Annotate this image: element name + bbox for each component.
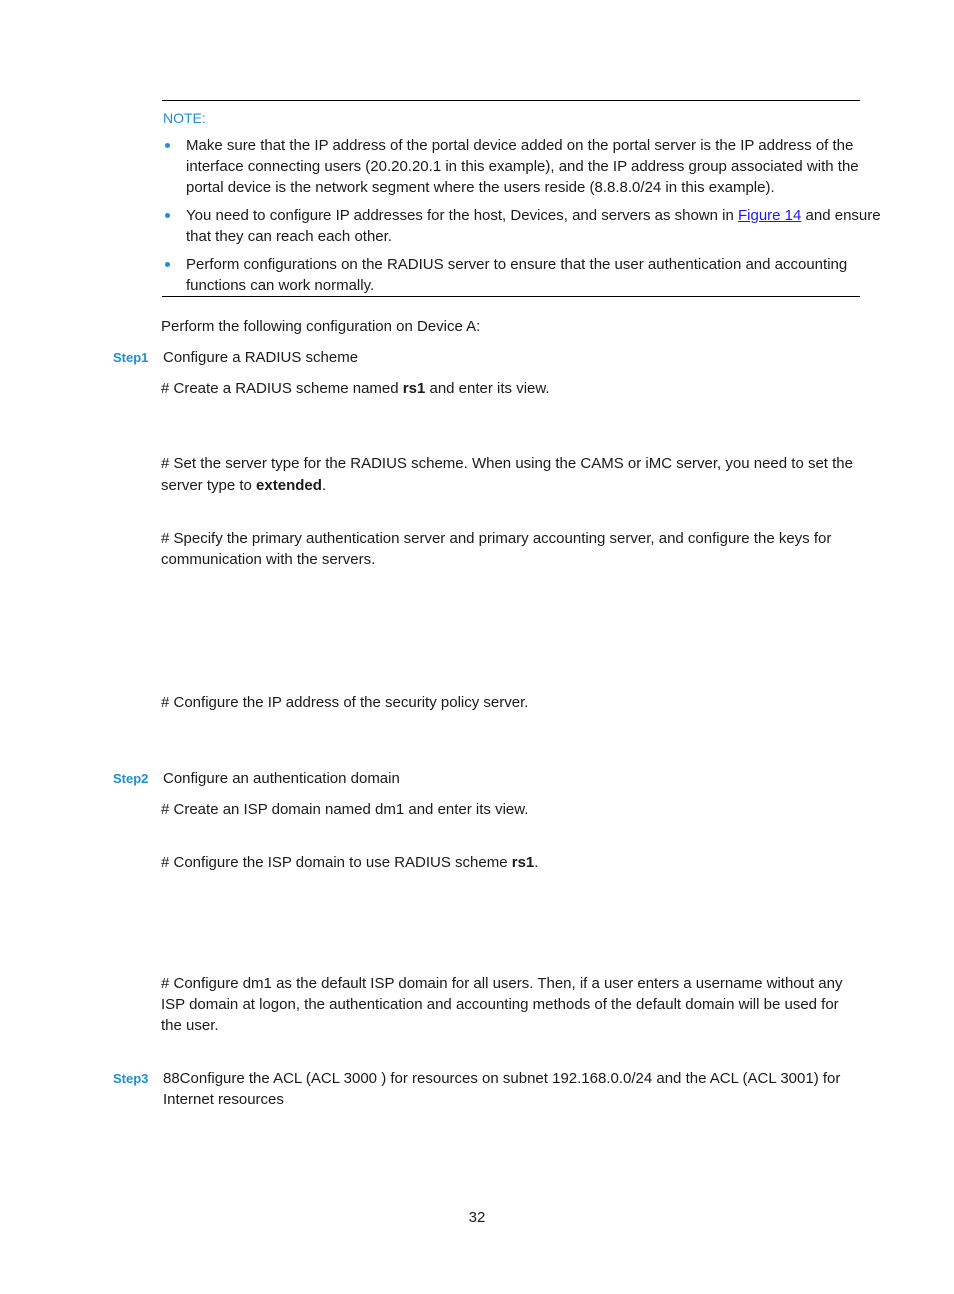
bullet-icon [165,213,170,218]
step1-p1-bold: rs1 [402,380,426,397]
note-item-2-line-1 [186,205,881,226]
note-item-3-line-1: Perform configurations on the RADIUS server to ensure that the user authentication and accounting [186,256,848,273]
step1-paragraph-2-line-1: # Set the server type for the RADIUS scheme. When using the CAMS or iMC server, you need to set the [161,455,853,472]
step3-title-line-2: Internet resources [163,1091,284,1108]
step3-title-line-1: 88Configure the ACL (ACL 3000 ) for resources on subnet 192.168.0.0/24 and the ACL (ACL 3001) for [163,1070,841,1087]
step2-paragraph-3-line-3: the user. [161,1017,219,1034]
step2-p2-text-after: . [534,854,539,871]
step1-p2-bold: extended [256,477,322,494]
intro-text: Perform the following configuration on Device A: [161,318,481,335]
note-item-1-line-3: portal device is the network segment where the users reside (8.8.8.0/24 in this example). [186,179,775,196]
note-item-1-line-2: interface connecting users (20.20.20.1 in this example), and the IP address group associated with the [186,158,859,175]
step1-title: Configure a RADIUS scheme [163,349,359,366]
step1-p2-text-after: . [321,477,327,494]
note-item-2-line-2: that they can reach each other. [186,228,392,245]
step2-title: Configure an authentication domain [163,770,400,787]
step1-p1-text: # Create a RADIUS scheme named [161,380,403,397]
step1-p2-text: server type to [161,477,257,494]
step1-paragraph-2-line-2 [161,475,326,496]
note-item-1-line-1: Make sure that the IP address of the portal device added on the portal server is the IP address of the [186,137,854,154]
step1-paragraph-4: # Configure the IP address of the security policy server. [161,694,529,711]
step2-paragraph-3-line-2: ISP domain at logon, the authentication and accounting methods of the default domain will be used for [161,996,839,1013]
step1-paragraph-3-line-1: # Specify the primary authentication server and primary accounting server, and configure the keys for [161,530,832,547]
step1-label: Step1 [113,350,149,365]
bullet-icon [165,262,170,267]
step2-label: Step2 [113,771,149,786]
note-item-3-line-2: functions can work normally. [186,277,375,294]
page-number: 32 [468,1209,486,1226]
step1-p1-text-after: and enter its view. [425,380,550,397]
figure-14-link[interactable]: Figure 14 [738,207,802,224]
step2-paragraph-1: # Create an ISP domain named dm1 and enter its view. [161,801,529,818]
note-label: NOTE: [163,110,206,126]
step2-p2-text: # Configure the ISP domain to use RADIUS scheme [161,854,512,871]
step3-label: Step3 [113,1071,149,1086]
note-bottom-rule [162,296,860,297]
step2-paragraph-2 [161,852,538,873]
note-item-2-text: You need to configure IP addresses for the host, Devices, and servers as shown in [186,207,738,224]
bullet-icon [165,143,170,148]
step2-p2-bold: rs1 [511,854,535,871]
step1-paragraph-1 [161,378,550,399]
note-top-rule [162,100,860,101]
note-item-2-text-after: and ensure [801,207,881,224]
step2-paragraph-3-line-1: # Configure dm1 as the default ISP domain for all users. Then, if a user enters a username without any [161,975,843,992]
step1-paragraph-3-line-2: communication with the servers. [161,551,376,568]
